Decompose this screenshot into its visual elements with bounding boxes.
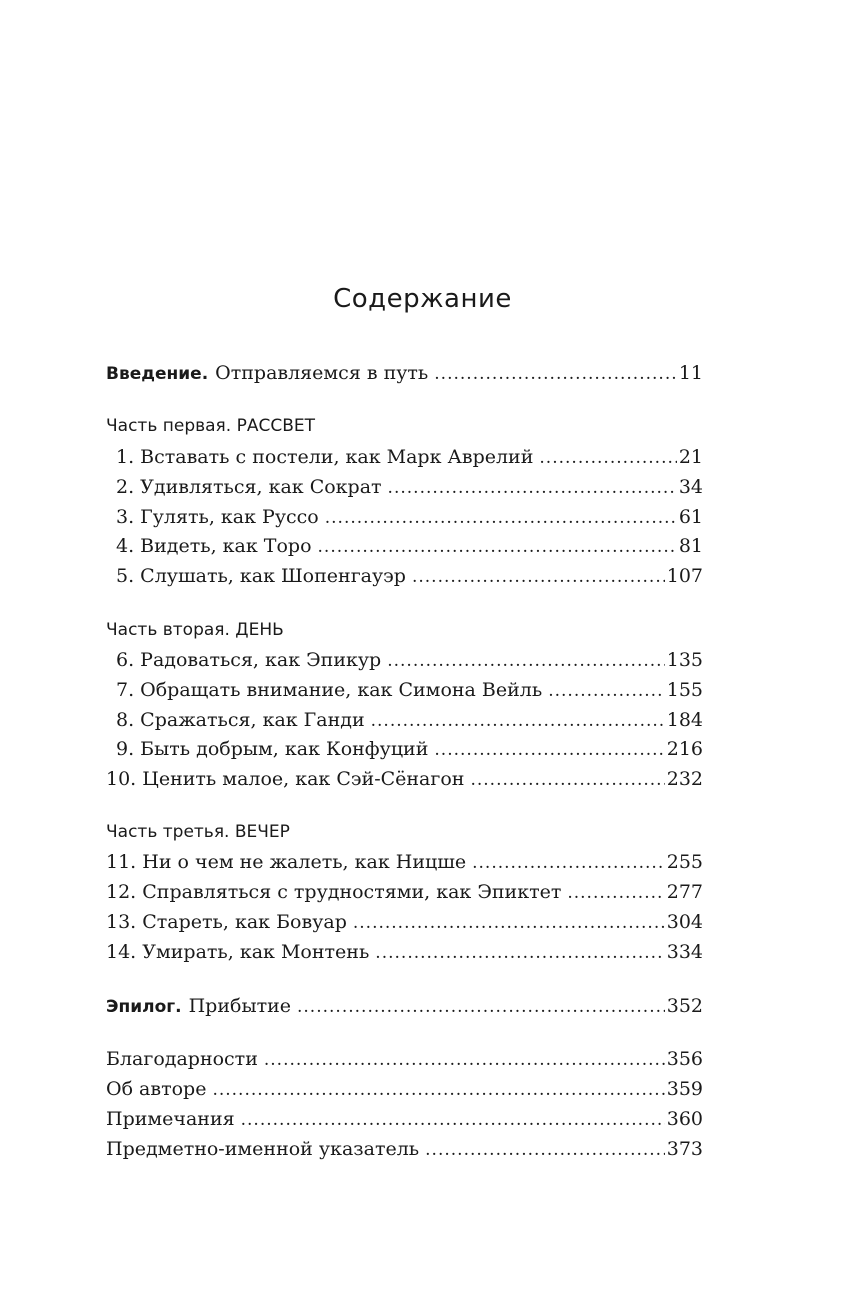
- dot-leader: [241, 1106, 665, 1134]
- toc-entry[interactable]: [116, 473, 703, 501]
- toc-entry[interactable]: [106, 938, 703, 966]
- entry-page: 107: [666, 565, 703, 587]
- entry-page: 11: [678, 362, 703, 384]
- dot-leader: [318, 533, 677, 561]
- toc-entry[interactable]: [106, 878, 703, 906]
- entry-label: 10. Ценить малое, как Сэй-Сёнагон: [106, 768, 465, 790]
- entry-page: 360: [666, 1108, 703, 1130]
- toc-entry[interactable]: [116, 443, 703, 471]
- entry-lead: Введение.: [106, 364, 209, 384]
- entry-page: 334: [666, 941, 703, 963]
- entry-label: Примечания: [106, 1108, 235, 1130]
- toc-entry[interactable]: [116, 532, 703, 560]
- entry-label: 4. Видеть, как Торо: [116, 535, 312, 557]
- entry-label: 5. Слушать, как Шопенгауэр: [116, 565, 406, 587]
- entry-label: 8. Сражаться, как Ганди: [116, 709, 365, 731]
- part-heading-3: Часть третья. ВЕЧЕР: [106, 822, 290, 842]
- toc-entry[interactable]: [116, 503, 703, 531]
- toc-entry[interactable]: [116, 646, 703, 674]
- toc-entry-about-author[interactable]: [106, 1075, 703, 1103]
- dot-leader: [371, 707, 665, 735]
- toc-entry-index[interactable]: [106, 1135, 703, 1163]
- dot-leader: [325, 504, 677, 532]
- toc-entry[interactable]: [106, 908, 703, 936]
- entry-label: Предметно-именной указатель: [106, 1138, 420, 1160]
- toc-entry[interactable]: [116, 676, 703, 704]
- toc-entry-introduction[interactable]: [106, 359, 703, 387]
- entry-label: Отправляемся в путь: [215, 362, 429, 384]
- toc-entry[interactable]: [116, 706, 703, 734]
- entry-page: 34: [678, 476, 703, 498]
- page-title: Содержание: [333, 284, 512, 314]
- entry-label: 2. Удивляться, как Сократ: [116, 476, 382, 498]
- entry-page: 356: [666, 1048, 703, 1070]
- dot-leader: [375, 939, 664, 967]
- dot-leader: [539, 444, 676, 472]
- dot-leader: [353, 909, 665, 937]
- dot-leader: [387, 647, 665, 675]
- dot-leader: [264, 1046, 665, 1074]
- dot-leader: [434, 360, 677, 388]
- dot-leader: [548, 677, 665, 705]
- entry-page: 135: [666, 649, 703, 671]
- entry-page: 359: [666, 1078, 703, 1100]
- entry-page: 304: [666, 911, 703, 933]
- entry-page: 184: [666, 709, 703, 731]
- dot-leader: [212, 1076, 664, 1104]
- dot-leader: [425, 1136, 665, 1164]
- part-heading-1: Часть первая. РАССВЕТ: [106, 416, 315, 436]
- entry-label: Об авторе: [106, 1078, 207, 1100]
- part-heading-2: Часть вторая. ДЕНЬ: [106, 620, 284, 640]
- entry-page: 255: [666, 851, 703, 873]
- toc-entry-notes[interactable]: [106, 1105, 703, 1133]
- entry-label: 1. Вставать с постели, как Марк Аврелий: [116, 446, 534, 468]
- dot-leader: [567, 879, 664, 907]
- entry-label: Прибытие: [188, 995, 291, 1017]
- entry-label: 7. Обращать внимание, как Симона Вейль: [116, 679, 543, 701]
- entry-label: 13. Стареть, как Бовуар: [106, 911, 347, 933]
- entry-page: 352: [666, 995, 703, 1017]
- entry-page: 81: [678, 535, 703, 557]
- entry-page: 61: [678, 506, 703, 528]
- dot-leader: [297, 993, 665, 1021]
- dot-leader: [472, 849, 665, 877]
- dot-leader: [388, 474, 677, 502]
- entry-label: 3. Гулять, как Руссо: [116, 506, 319, 528]
- entry-label: 9. Быть добрым, как Конфуций: [116, 738, 429, 760]
- toc-entry[interactable]: [116, 735, 703, 763]
- dot-leader: [470, 766, 664, 794]
- entry-page: 232: [666, 768, 703, 790]
- entry-label: 14. Умирать, как Монтень: [106, 941, 370, 963]
- entry-page: 21: [678, 446, 703, 468]
- entry-page: 216: [666, 738, 703, 760]
- dot-leader: [434, 736, 664, 764]
- toc-entry-epilogue[interactable]: [106, 992, 703, 1020]
- entry-page: 277: [666, 881, 703, 903]
- entry-label: Благодарности: [106, 1048, 258, 1070]
- entry-page: 373: [666, 1138, 703, 1160]
- toc-entry-acknowledgements[interactable]: [106, 1045, 703, 1073]
- toc-entry[interactable]: [116, 562, 703, 590]
- entry-label: 12. Справляться с трудностями, как Эпиктет: [106, 881, 562, 903]
- toc-entry[interactable]: [106, 765, 703, 793]
- toc-entry[interactable]: [106, 848, 703, 876]
- dot-leader: [412, 563, 665, 591]
- entry-label: 11. Ни о чем не жалеть, как Ницше: [106, 851, 467, 873]
- entry-label: 6. Радоваться, как Эпикур: [116, 649, 382, 671]
- entry-page: 155: [666, 679, 703, 701]
- entry-lead: Эпилог.: [106, 997, 182, 1017]
